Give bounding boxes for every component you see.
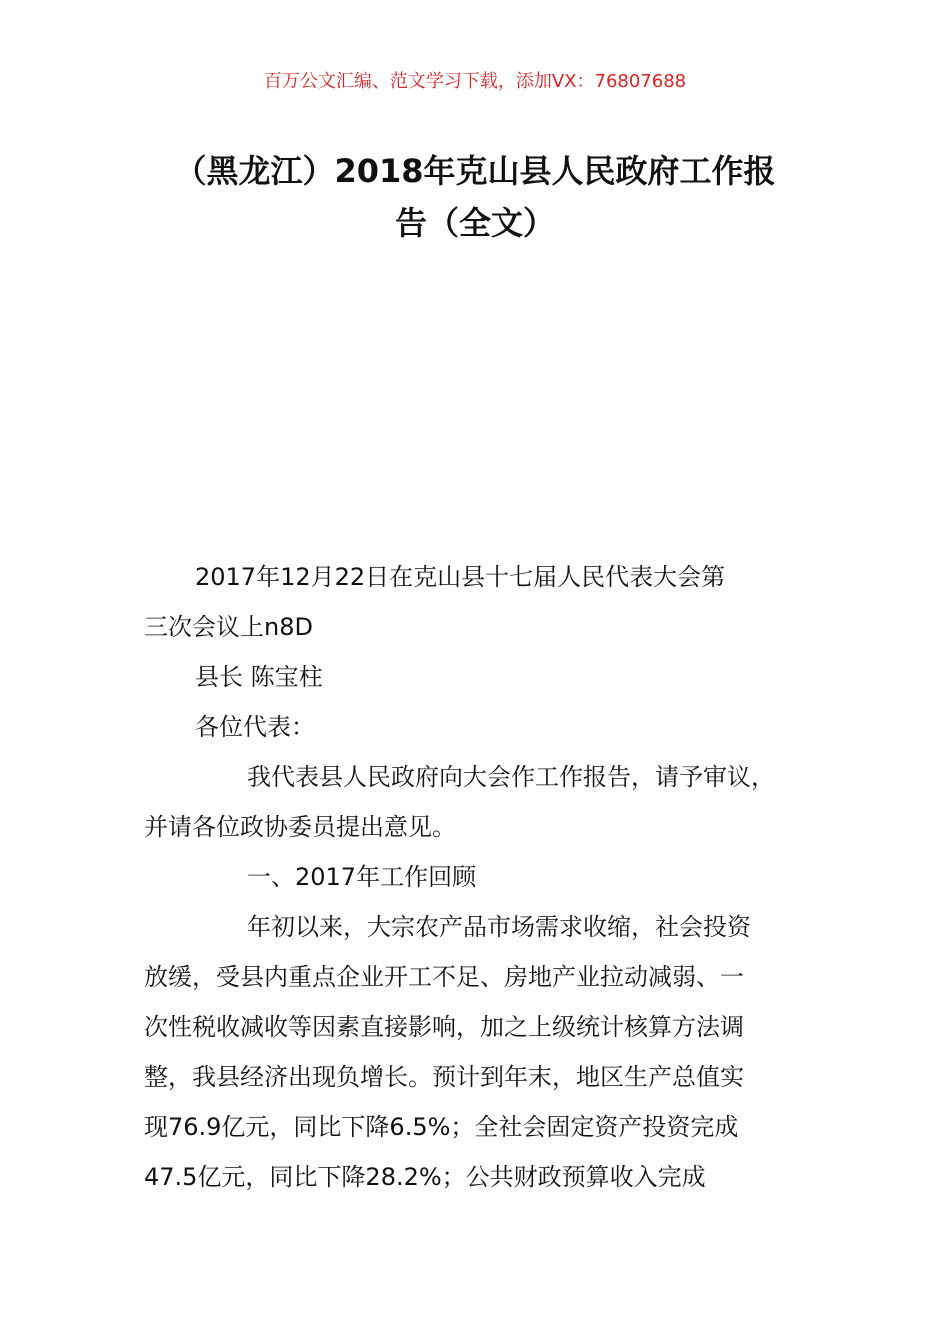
paragraph-line: 47.5亿元，同比下降28.2%；公共财政预算收入完成 <box>144 1163 706 1191</box>
speaker-line: 县长 陈宝柱 <box>195 663 323 691</box>
paragraph-line: 次性税收减收等因素直接影响，加之上级统计核算方法调 <box>144 1013 744 1041</box>
watermark-banner: 百万公文汇编、范文学习下载，添加VX：76807688 <box>263 71 687 92</box>
meeting-date-line: 2017年12月22日在克山县十七届人民代表大会第 <box>195 563 726 591</box>
paragraph-line: 并请各位政协委员提出意见。 <box>144 813 456 841</box>
document-title <box>95 145 855 249</box>
salutation: 各位代表： <box>195 713 315 741</box>
paragraph-line: 现76.9亿元，同比下降6.5%；全社会固定资产投资完成 <box>144 1113 739 1141</box>
title-line-1: （黑龙江）2018年克山县人民政府工作报 <box>174 152 776 190</box>
paragraph-line: 放缓，受县内重点企业开工不足、房地产业拉动减弱、一 <box>144 963 744 991</box>
document-body <box>144 552 824 1202</box>
section-heading: 一、2017年工作回顾 <box>247 863 477 891</box>
paragraph-line: 我代表县人民政府向大会作工作报告，请予审议， <box>247 763 775 791</box>
title-line-2: 告（全文） <box>394 204 555 242</box>
paragraph-line: 整，我县经济出现负增长。预计到年末，地区生产总值实 <box>144 1063 744 1091</box>
paragraph-line: 年初以来，大宗农产品市场需求收缩，社会投资 <box>247 913 751 941</box>
meeting-date-line-cont: 三次会议上n8D <box>144 613 313 641</box>
